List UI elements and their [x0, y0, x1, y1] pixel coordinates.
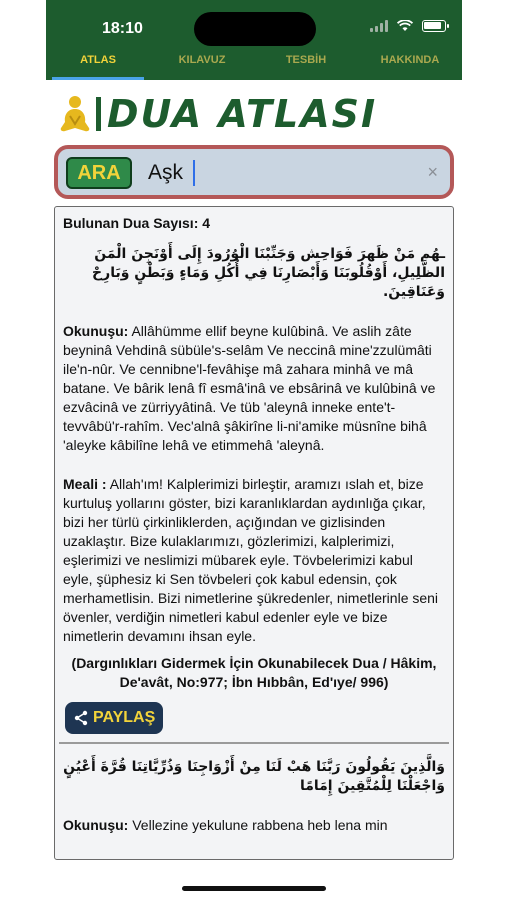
list-item [63, 245, 445, 734]
okunusu-body: Allâhümme ellif beyne kulûbinâ. Ve aslih zâte beyninâ Vehdinâ sübüle's-selâm Ve neccinâ mine'zzulümâti ile'n-nûr. Ve cennibne'l-fevâhişe mâ zahara minhâ ve mâ batane. Ve bârik lenâ fî esmâ'inâ ve ebsârinâ ve kulûbinâ ve ezvâcinâ ve zürriyyâtinâ. Ve tüb 'aleynâ inneke ente't-tevvâbü'r-rahîm. Vec'alnâ şâkirîne li-ni'amike müsnîne bihâ 'aleyke kâbilîne lehâ ve etimmehâ 'aleynâ. [63, 323, 436, 453]
status-icons [370, 20, 446, 32]
signal-icon [370, 20, 388, 32]
meali-text [63, 475, 445, 646]
logo-title: DUA ATLASI [107, 92, 378, 136]
logo-divider [96, 97, 101, 131]
okunusu-text [63, 816, 445, 835]
share-button[interactable] [65, 702, 163, 734]
tab-kilavuz[interactable]: KILAVUZ [178, 54, 226, 66]
search-bar [54, 145, 454, 199]
dynamic-island [194, 12, 316, 46]
arabic-text: وَالَّذِينَ يَقُولُونَ رَبَّنَا هَبْ لَنَا مِنْ أَزْوَاجِنَا وَذُرِّيَّاتِنَا قُرَّةَ أَعْيُنٍ وَاجْعَلْنَا لِلْمُتَّقِينَ إِمَامًا [63, 759, 445, 794]
share-label: PAYLAŞ [93, 709, 156, 726]
praying-person-icon [58, 94, 92, 134]
status-bar [46, 0, 462, 44]
search-input[interactable] [148, 157, 418, 189]
home-indicator[interactable] [182, 886, 326, 891]
okunusu-body: Vellezine yekulune rabbena heb lena min [128, 817, 388, 833]
app-screen [46, 0, 462, 900]
okunusu-label: Okunuşu: [63, 817, 129, 833]
list-item [63, 758, 445, 835]
app-logo [58, 92, 377, 136]
tab-atlas[interactable]: ATLAS [46, 50, 150, 80]
battery-icon [422, 20, 446, 32]
tab-tesbih[interactable]: TESBİH [285, 54, 327, 66]
results-panel[interactable] [54, 206, 454, 860]
meali-label: Meali : [63, 476, 107, 492]
okunusu-text [63, 322, 445, 455]
text-caret [193, 160, 195, 186]
dua-source: (Dargınlıkları Gidermek İçin Okunabilecek Dua / Hâkim, De'avât, No:977; İbn Hıbbân, Ed'ıye/ 996) [71, 655, 437, 690]
meali-body: Allah'ım! Kalplerimizi birleştir, aramızı ıslah et, bize kurtuluş yollarını göster, bizi karanlıklardan aydınlığa çıkar, bizi her türlü çirkinliklerden, açığından ve gizlisinden uzaklaştır. Bize kulaklarımızı, gözlerimizi, kalplerimizi, eşlerimizi ve neslimizi mübarek eyle. Tövbelerimizi kabul eyle, şüphesiz ki Sen tövbeleri çok kabul edensin, çok merhametlisin. Bizi nimetlerine şükredenler, nimetlerinle seni övenler, verdiğin nimetleri kabul edenler eyle ve bize nimetlerin devamını ihsan eyle. [63, 476, 439, 644]
arabic-text: ـهُم مَنْ ظَهرَ فَوَاحِش وَجَنِّبْنَا الْوُرُودَ إِلَى أَوْنَجِنَ الْمَنَ الظَّلِيلِ، أَوْقُلُوبَنَا وَأَبْصَارِنَا فِي أُكُلِ وَمَاءٍ وَبَطْنٍ وَبَارِحْ وَعَنَاقِينَ. [92, 246, 445, 300]
search-button[interactable]: ARA [66, 157, 132, 189]
status-time: 18:10 [102, 20, 143, 37]
tab-bar [46, 50, 462, 80]
share-icon [73, 710, 89, 726]
app-header [46, 0, 462, 80]
okunusu-label: Okunuşu: [63, 323, 129, 339]
wifi-icon [397, 20, 413, 32]
result-count: Bulunan Dua Sayısı: 4 [63, 215, 211, 231]
clear-icon[interactable]: × [427, 162, 438, 182]
divider [59, 742, 449, 744]
tab-hakkinda[interactable]: HAKKINDA [380, 54, 440, 66]
